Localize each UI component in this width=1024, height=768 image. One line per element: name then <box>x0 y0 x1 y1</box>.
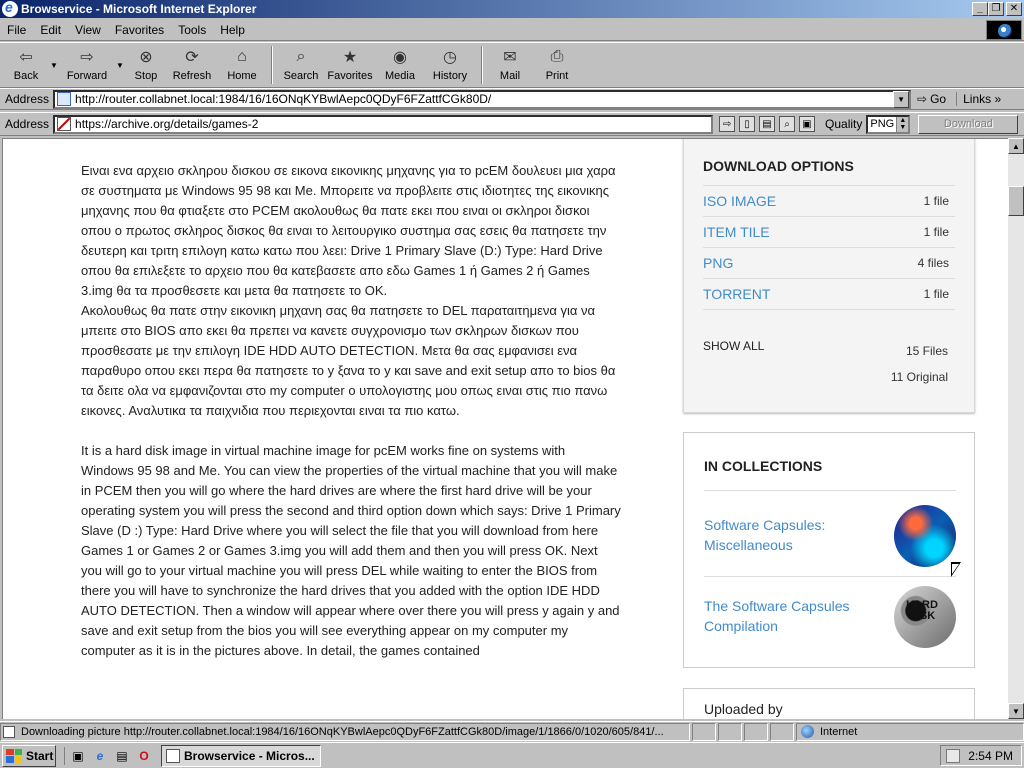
page-viewport[interactable] <box>2 138 1008 719</box>
toolbar-separator <box>481 46 483 84</box>
taskbar-window-button[interactable]: Browservice - Micros... <box>161 745 321 767</box>
status-pane <box>770 723 794 741</box>
maximize-button[interactable]: ❐ <box>988 2 1004 16</box>
clipboard-icon[interactable]: ▣ <box>799 116 815 132</box>
download-button[interactable]: Download <box>918 115 1018 134</box>
download-format-link[interactable]: ITEM TILE <box>703 224 770 240</box>
explorer-quicklaunch-icon[interactable]: ▤ <box>116 748 128 763</box>
go-arrow-icon: ⇨ <box>917 92 928 106</box>
navigate-go-icon[interactable]: ⇨ <box>719 116 735 132</box>
divider <box>704 576 956 577</box>
description-english-paragraph: It is a hard disk image in virtual machine image for pcEM works fine on systems with Windows 95 98 and Me. You can view the properties of the virtual machine that you will make in PCEM then you will go where the hard drives are where the first hard drive will be your operating system you will press the second and third option down which says: Drive 1 Primary Slave (D :) Type: Hard Drive where you will select the file that you will download from here Games 1 or Games 2 or Games 3.img you will add them and then you will press OK. Next you will go to your virtual machine you will press DEL while waiting to enter the BIOS from there you will have to synchronize the hard drives that you added with the option IDE HDD AUTO DETECTION. Then a window will appear where over there you will press y again y and save and exit setup from the bios you will see everything appear on my computer my computer as it is in the pictures above. In detail, the games contained <box>81 443 621 658</box>
description-greek-paragraph-1: Ειναι ενα αρχειο σκληρου δισκου σε εικονα εικονικης μηχανης για το pcEM δουλευει μια χαρα σε συστηματα με Windows 95 98 και Me. Μπορειτε να προβλειτε στις ιδιοτητες της εικονικης μηχανης που θα φτιαξετε στο PCEM ακολουθως θα πατε εκει που ειναι οι σκληροι δισκοι οπου ο πρωτος σκληρος δισκος θα ειναι το λειτουργικο συστημα σας εσεις θα πατησετε την δευτερη και τριτη επιλογη κατω κατω που λεει: Drive 1 Primary Slave (D:) Type: Hard Drive οπου θα επιλεξετε το αρχειο που θα κατεβασετε απο εδω Games 1 ή Games 2 ή Games 3.img θα τα προσθεσετε και μετα θα πατησετε το OK. <box>81 163 616 298</box>
collections-heading: IN COLLECTIONS <box>704 458 823 474</box>
ie-throbber-logo <box>986 20 1022 40</box>
stop-button[interactable]: ⊗ Stop <box>134 49 158 82</box>
thumbnail-caption: HARD DISK <box>906 599 938 622</box>
history-icon: ◷ <box>443 49 457 66</box>
taskbar <box>0 742 1024 768</box>
favorites-icon: ★ <box>342 49 358 66</box>
internet-globe-icon <box>801 725 814 738</box>
menu-help[interactable]: Help <box>220 22 245 37</box>
item-description <box>81 161 621 681</box>
status-pane <box>718 723 742 741</box>
media-icon: ◉ <box>393 49 407 66</box>
status-text: Downloading picture http://router.collabnet.local:1984/16/16ONqKYBwlAepc0QDyF6FZattfCGk80D/image/1/1866/0/1020/605/841/... <box>21 725 664 738</box>
ie-window-icon <box>166 749 180 763</box>
search-icon: ⌕ <box>296 48 306 65</box>
inner-address-label: Address <box>5 117 50 131</box>
address-dropdown-arrow[interactable]: ▼ <box>893 91 909 108</box>
start-button[interactable]: Start <box>2 745 56 767</box>
status-pane <box>744 723 768 741</box>
original-files-count: 11 Original <box>890 370 948 384</box>
save-page-icon[interactable]: ▤ <box>759 116 775 132</box>
clock[interactable]: 2:54 PM <box>968 748 1013 763</box>
home-button[interactable]: ⌂ Home <box>227 48 257 82</box>
menu-view[interactable]: View <box>75 22 101 37</box>
print-icon: ⎙ <box>550 48 564 65</box>
forward-button[interactable]: ⇨ Forward <box>66 49 108 82</box>
address-bar <box>0 88 1024 110</box>
vertical-scrollbar[interactable] <box>1008 138 1024 719</box>
scroll-up-arrow[interactable]: ▲ <box>1008 138 1024 154</box>
print-button[interactable]: ⎙ Print <box>545 48 569 82</box>
download-file-count: 1 file <box>923 194 949 208</box>
inner-address-input[interactable]: https://archive.org/details/games-2 <box>53 115 713 134</box>
total-files-count: 15 Files <box>905 344 948 358</box>
menu-file[interactable]: File <box>7 22 27 37</box>
go-button[interactable]: ⇨ Go <box>917 92 947 106</box>
media-button[interactable]: ◉ Media <box>385 49 415 82</box>
back-arrow-icon: ⇦ <box>19 49 33 66</box>
insecure-icon <box>57 117 71 131</box>
window-title: Browservice - Microsoft Internet Explorer <box>21 2 257 16</box>
standard-toolbar <box>0 42 1024 88</box>
search-button[interactable]: ⌕ Search <box>283 48 319 82</box>
quality-label: Quality <box>825 117 863 131</box>
find-icon[interactable]: ⌕ <box>779 116 795 132</box>
status-text-pane <box>0 723 690 741</box>
window-titlebar[interactable] <box>0 0 1024 18</box>
download-format-link[interactable]: PNG <box>703 255 734 271</box>
forward-dropdown-arrow[interactable]: ▼ <box>116 60 124 70</box>
scroll-down-arrow[interactable]: ▼ <box>1008 703 1024 719</box>
collection-link[interactable]: Software Capsules: Miscellaneous <box>704 517 826 553</box>
collection-item[interactable] <box>704 505 956 567</box>
refresh-icon: ⟳ <box>185 49 199 66</box>
download-file-count: 1 file <box>923 225 949 239</box>
download-row[interactable] <box>703 217 955 248</box>
uploaded-by-label: Uploaded by <box>704 701 783 717</box>
download-file-count: 4 files <box>917 256 949 270</box>
page-loading-icon <box>3 726 15 738</box>
quality-spinner[interactable]: ▲ ▼ <box>896 117 908 132</box>
browservice-toolbar <box>0 112 1024 136</box>
ie-quicklaunch-icon[interactable]: e <box>96 748 104 763</box>
ie-icon <box>2 1 18 17</box>
download-row[interactable] <box>703 248 955 279</box>
collection-thumbnail[interactable] <box>894 586 956 648</box>
windows-logo-icon <box>6 749 22 763</box>
mail-icon: ✉ <box>503 49 517 66</box>
collection-item[interactable] <box>704 586 956 648</box>
menu-tools[interactable]: Tools <box>178 22 207 37</box>
bookmark-icon[interactable]: ▯ <box>739 116 755 132</box>
security-zone: Internet <box>796 723 1024 741</box>
page-icon <box>57 92 71 106</box>
download-format-link[interactable]: ISO IMAGE <box>703 193 777 209</box>
scroll-thumb[interactable] <box>1008 186 1024 216</box>
toolbar-separator <box>271 46 273 84</box>
mail-button[interactable]: ✉ Mail <box>499 49 521 82</box>
description-greek-paragraph-2: Ακολουθως θα πατε στην εικονικη μηχανη σας θα πατησετε το DEL παραταιτημενα για να μπειτε στο BIOS απο εκει θα πρεπει να κανετε συγχρονισμο των σκληρων δισκων που προσθεσατε με την επιλογη IDE HDD AUTO DETECTION. Μετα θα σας εμφανισει ενα παραθυρο οπου εκει περα θα πατησετε το y ξανα το y και save and exit setup απο το bios θα τα δειτε ολα να εμφανιζονται στο my computer ο υπολογιστης μου οπως ειναι στις πιο πανω εικονες. Αναλυτικα τα παιχνιδια που περιεχονται ειναι τα πιο κατω. <box>81 303 616 418</box>
status-pane <box>692 723 716 741</box>
collection-link[interactable]: The Software Capsules Compilation <box>704 598 850 634</box>
links-button[interactable]: Links » <box>956 92 1001 106</box>
stop-icon: ⊗ <box>139 49 153 66</box>
collections-panel <box>683 432 975 668</box>
menu-bar <box>0 19 1024 41</box>
back-dropdown-arrow[interactable]: ▼ <box>50 60 58 70</box>
download-row[interactable] <box>703 279 955 310</box>
status-bar <box>0 721 1024 741</box>
download-row[interactable] <box>703 186 955 217</box>
history-button[interactable]: ◷ History <box>432 49 468 82</box>
divider <box>704 490 956 491</box>
download-file-count: 1 file <box>923 287 949 301</box>
collection-thumbnail[interactable] <box>894 505 956 567</box>
refresh-button[interactable]: ⟳ Refresh <box>172 49 212 82</box>
uploaded-by-panel <box>683 688 975 719</box>
minimize-button[interactable]: _ <box>972 2 988 16</box>
favorites-button[interactable]: ★ Favorites <box>327 49 373 82</box>
volume-icon[interactable] <box>946 749 960 763</box>
system-tray <box>940 745 1022 766</box>
menu-edit[interactable]: Edit <box>40 22 62 37</box>
address-label: Address <box>5 92 50 106</box>
download-options-heading: DOWNLOAD OPTIONS <box>703 158 854 174</box>
download-format-link[interactable]: TORRENT <box>703 286 771 302</box>
menu-favorites[interactable]: Favorites <box>114 22 165 37</box>
quick-launch <box>64 747 153 765</box>
forward-arrow-icon: ⇨ <box>80 49 94 66</box>
home-icon: ⌂ <box>237 48 247 65</box>
download-options-panel <box>683 138 975 413</box>
opera-quicklaunch-icon[interactable]: O <box>139 748 149 763</box>
back-button[interactable]: ⇦ Back <box>13 49 39 82</box>
show-all-link[interactable]: SHOW ALL <box>703 339 765 353</box>
show-desktop-icon[interactable]: ▣ <box>72 748 84 763</box>
quality-select[interactable]: PNG ▲ ▼ <box>866 115 910 134</box>
address-input[interactable]: http://router.collabnet.local:1984/16/16ONqKYBwlAepc0QDyF6FZattfCGk80D/ ▼ <box>53 90 911 109</box>
close-button[interactable]: ✕ <box>1006 2 1022 16</box>
